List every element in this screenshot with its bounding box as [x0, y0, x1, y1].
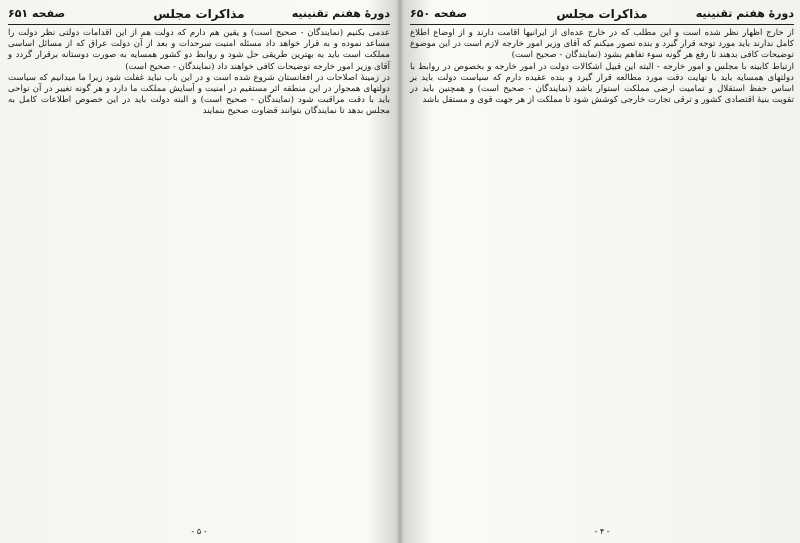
- left-paragraph: در زمینهٔ اصلاحات در افغانستان شروع شده است و در این باب نباید غفلت شود زیرا ما میدانیم که سیاست دولتهای همجوار در این منطقه اثر مستقیم در امنیت و آسایش مملکت ما دارد و هر گونه تغییر در آن نواحی باید با دقت مراقبت شود (نمایندگان - صحیح است) و البته دولت باید در این خصوص اطلاعات کامل به مجلس بدهد تا نمایندگان بتوانند قضاوت صحیح بنمایند: [8, 72, 390, 117]
- right-paragraph: ارتباط کابینه با مجلس و امور خارجه - البته این قبیل اشکالات دولت در امور خارجه و بخصوص در روابط با دولتهای همسایه باید با نهایت دقت مورد مطالعه قرار گیرد و بنده عقیده دارم که سیاست دولت باید بر اساس حفظ استقلال و تمامیت ارضی مملکت استوار باشد (نمایندگان - صحیح است) و همچنین باید در تقویت بنیهٔ اقتصادی کشور و ترقی تجارت خارجی کوشش شود تا مملکت از هر جهت قوی و مستقل باشد: [410, 61, 794, 106]
- right-page-header: [410, 6, 794, 25]
- right-paragraph: از خارج اظهار نظر شده است و این مطلب که در خارج عده‌ای از ایرانیها اقامت دارند و از اوضاع اطلاع کامل ندارند باید مورد توجه قرار گیرد و بنده تصور میکنم که آقای وزیر امور خارجه لازم است در این موضوع توضیحات کافی بدهند تا رفع هر گونه سوء تفاهم بشود (نمایندگان - صحیح است): [410, 28, 794, 61]
- right-series-label: دورهٔ هفتم تقنینیه: [695, 7, 794, 20]
- right-page-footer: - ۴ -: [594, 527, 610, 536]
- right-page-number: صفحه ۶۵۰: [410, 7, 468, 20]
- right-page-title: مذاکرات مجلس: [556, 7, 648, 21]
- left-page-header: [8, 6, 390, 25]
- right-page-body: [410, 28, 794, 106]
- left-page-title: مذاکرات مجلس: [153, 7, 245, 21]
- left-paragraph: عدمی بکنیم (نمایندگان - صحیح است) و یقین هم دارم که دولت هم از این اقدامات دولتی نظر دولت را مساعد نموده و به قرار خواهد داد مسئله امنیت سرحدات و بعد از آن دولت عراق که از مسائل اساسی مملکت است باید به بهترین طریقی حل شود و روابط دو کشور همسایه به صورت دوستانه برقرار گردد و آقای وزیر امور خارجه توضیحات کافی خواهند داد (نمایندگان - صحیح است): [8, 28, 390, 72]
- left-page-number: صفحه ۶۵۱: [8, 7, 66, 20]
- left-page-body: [8, 28, 390, 118]
- left-series-label: دورهٔ هفتم تقنینیه: [291, 7, 390, 20]
- book-gutter: [396, 0, 404, 543]
- left-page-footer: - ۵ -: [191, 527, 207, 536]
- left-page: [8, 6, 390, 536]
- right-page: [410, 6, 794, 536]
